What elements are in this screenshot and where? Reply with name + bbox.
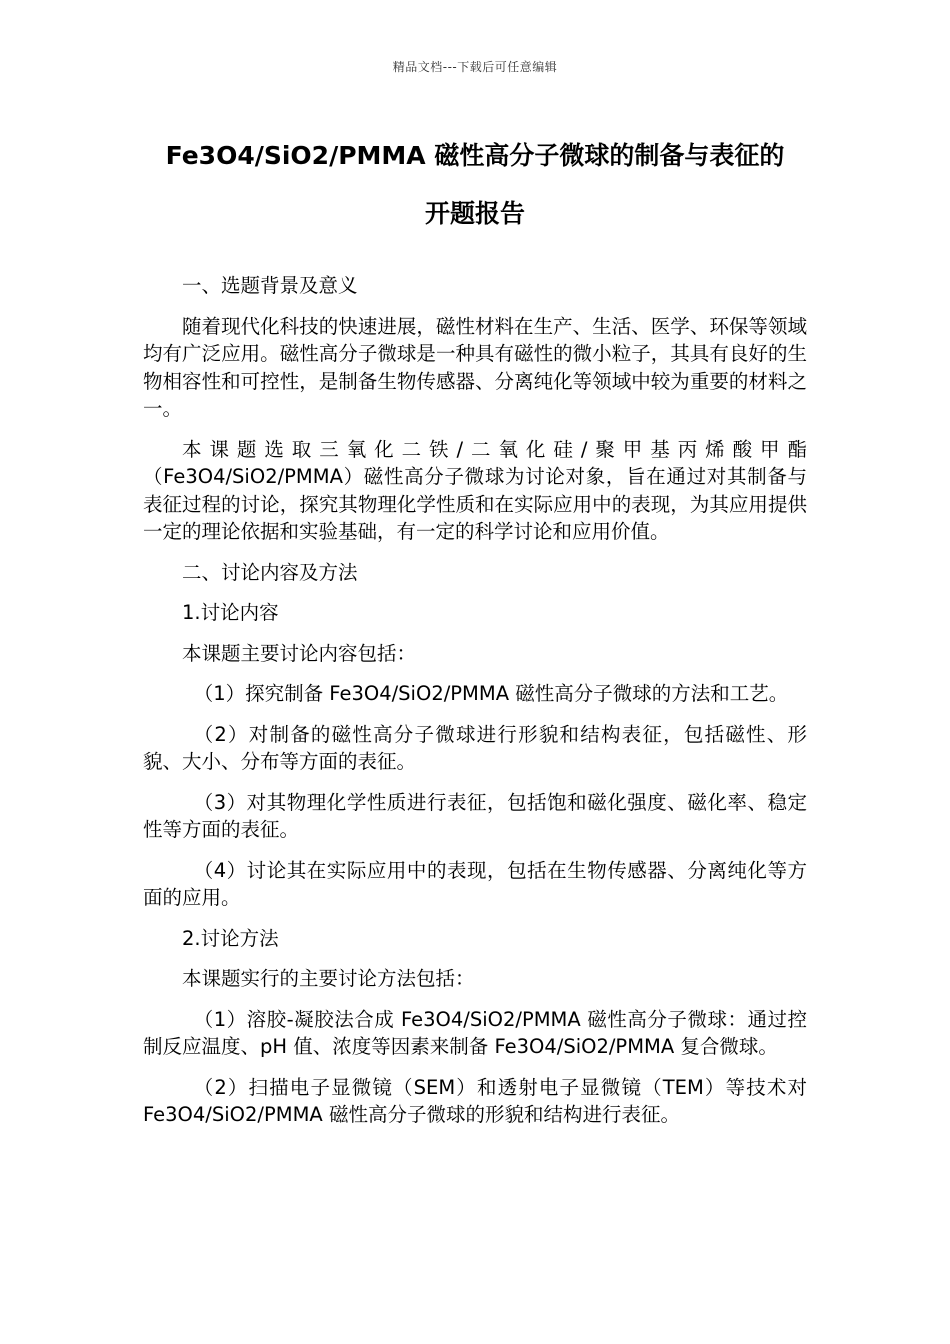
method-item-2: （2）扫描电子显微镜（SEM）和透射电子显微镜（TEM）等技术对 Fe3O4/SiO2/PMMA 磁性高分子微球的形貌和结构进行表征。 [143, 1075, 807, 1126]
document-title-line-1: Fe3O4/SiO2/PMMA 磁性高分子微球的制备与表征的 [165, 141, 785, 170]
section-heading-background: 一、选题背景及意义 [182, 274, 358, 297]
section-heading-content-methods: 二、讨论内容及方法 [182, 560, 358, 584]
content-item-2: （2）对制备的磁性高分子微球进行形貌和结构表征，包括磁性、形貌、大小、分布等方面的表征。 [143, 722, 807, 773]
content-item-1: （1）探究制备 Fe3O4/SiO2/PMMA 磁性高分子微球的方法和工艺。 [193, 682, 789, 705]
header-note: 精品文档---下载后可任意编辑 [392, 60, 558, 74]
document-body [143, 272, 807, 1141]
method-item-1: （1）溶胶-凝胶法合成 Fe3O4/SiO2/PMMA 磁性高分子微球：通过控制反应温度、pH 值、浓度等因素来制备 Fe3O4/SiO2/PMMA 复合微球。 [143, 1007, 807, 1058]
subsection-heading-methods: 2.讨论方法 [182, 926, 279, 950]
methods-intro: 本课题实行的主要讨论方法包括： [182, 967, 475, 990]
content-item-4: （4）讨论其在实际应用中的表现，包括在生物传感器、分离纯化等方面的应用。 [143, 858, 807, 909]
subsection-heading-content: 1.讨论内容 [182, 601, 279, 624]
document-title-line-2: 开题报告 [424, 199, 525, 228]
content-item-3: （3）对其物理化学性质进行表征，包括饱和磁化强度、磁化率、稳定性等方面的表征。 [143, 790, 807, 841]
paragraph-background-1: 随着现代化科技的快速进展，磁性材料在生产、生活、医学、环保等领域均有广泛应用。磁性高分子微球是一种具有磁性的微小粒子，其具有良好的生物相容性和可控性，是制备生物传感器、分离纯化等领域中较为重要的材料之一。 [143, 314, 807, 420]
content-intro: 本课题主要讨论内容包括： [182, 641, 417, 665]
paragraph-background-2: 本课题选取三氧化二铁/二氧化硅/聚甲基丙烯酸甲酯（Fe3O4/SiO2/PMMA）磁性高分子微球为讨论对象，旨在通过对其制备与表征过程的讨论，探究其物理化学性质和在实际应用中的表现，为其应用提供一定的理论依据和实验基础，有一定的科学讨论和应用价值。 [143, 437, 807, 543]
